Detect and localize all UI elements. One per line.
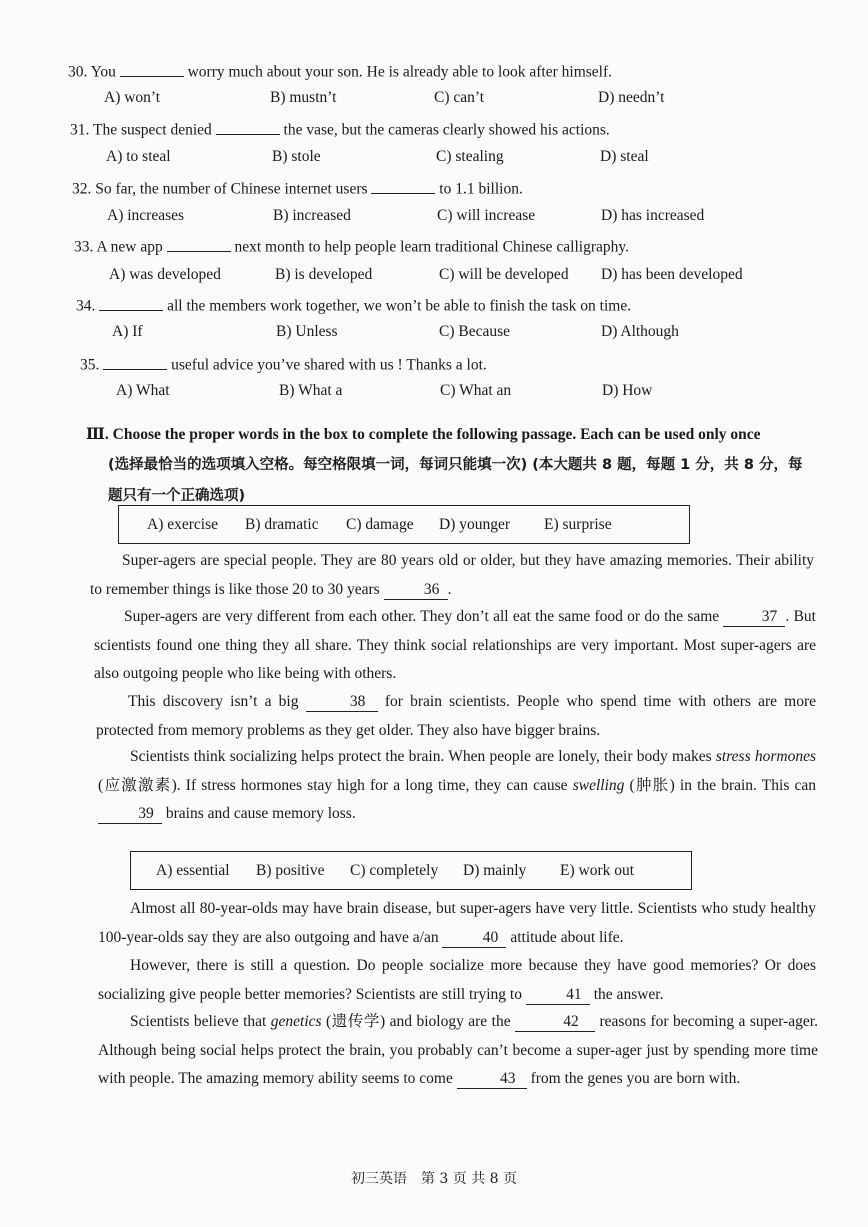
blank-43: 43 — [457, 1070, 527, 1089]
italic-term: swelling — [572, 776, 625, 794]
word-option: C) completely — [350, 861, 439, 879]
option-a: A) won’t — [104, 89, 161, 106]
paragraph-1: Super-agers are special people. They are 80 years old or older, but they have amazing memories. Their ability to remember things is like those 20 to 30 years 36 . — [90, 552, 814, 598]
paragraph-text: (肿胀) in the brain. This can — [629, 776, 817, 794]
answer-blank — [371, 177, 435, 194]
option-c: C) Because — [439, 323, 511, 340]
word-option: D) younger — [439, 515, 511, 533]
blank-40: 40 — [442, 929, 506, 948]
question-number: 33. — [74, 238, 94, 256]
paragraph-2 — [94, 603, 816, 689]
stem-text: to 1.1 billion. — [439, 180, 523, 198]
stem-text: worry much about your son. He is already able to look after himself. — [187, 63, 613, 81]
section-instruction-en: Choose the proper words in the box to complete the following passage. Each can be used only once — [112, 426, 761, 443]
option-a: A) was developed — [109, 266, 221, 283]
option-b: B) is developed — [275, 266, 373, 283]
paragraph-text: Super-agers are special people. They are 80 years old or older, but they have amazing memories. Their ability to remember things is like those 20 to 30 years — [90, 552, 814, 598]
blank-38: 38 — [306, 693, 378, 712]
word-option: D) mainly — [463, 861, 527, 879]
option-c: C) will increase — [437, 207, 536, 224]
option-a: A) increases — [107, 207, 185, 224]
question-number: 30. — [68, 63, 88, 81]
stem-text: useful advice you’ve shared with us ! Thanks a lot. — [171, 356, 487, 374]
answer-blank — [167, 235, 231, 252]
stem-text: A new app — [96, 238, 163, 256]
word-option: E) work out — [560, 861, 635, 879]
stem-text: The suspect denied — [92, 121, 212, 139]
question-number: 32. — [72, 180, 92, 198]
section-instruction-cn: (选择最恰当的选项填入空格。每空格限填一词，每词只能填一次) (本大题共 8 题，每题 1 分，共 8 分，每题只有一个正确选项) — [108, 457, 803, 504]
word-box-2 — [130, 851, 692, 890]
paragraph-6 — [98, 952, 816, 1009]
word-option: C) damage — [346, 515, 414, 533]
stem-text: all the members work together, we won’t be able to finish the task on time. — [167, 297, 632, 315]
blank-41: 41 — [526, 986, 590, 1005]
paragraph-5 — [98, 895, 816, 952]
blank-37: 37 — [723, 608, 785, 627]
blank-42: 42 — [515, 1013, 595, 1032]
option-b: B) What a — [279, 382, 343, 399]
paragraph-text: However, there is still a question. Do people socialize more because they have good memories? Or does socializing give people better memories? Scientists are still trying to — [98, 957, 816, 1003]
paragraph-text: attitude about life. — [510, 928, 624, 946]
question-number: 35. — [80, 356, 100, 374]
word-option: E) surprise — [544, 515, 612, 533]
question-stem — [68, 60, 612, 82]
word-option: B) dramatic — [245, 515, 319, 533]
paragraph-text: Scientists believe that — [130, 1013, 267, 1030]
option-d: D) How — [602, 382, 653, 399]
option-b: B) stole — [272, 148, 321, 165]
option-d: D) has increased — [601, 207, 705, 224]
paragraph-text: Scientists think socializing helps protect the brain. When people are lonely, their body makes — [130, 748, 712, 765]
paragraph-text: (遗传学) and biology are the — [326, 1013, 511, 1030]
paragraph-text: Almost all 80-year-olds may have brain disease, but super-agers have very little. Scientists who study healthy 100-year-olds say they are also outgoing and have a/an — [98, 900, 816, 946]
question-stem — [76, 294, 631, 316]
paragraph-text: from the genes you are born with. — [530, 1070, 741, 1087]
option-d: D) has been developed — [601, 266, 743, 283]
paragraph-text: reasons for becoming a super-ager. Although being social helps protect the brain, you probably can’t become a super-ager just by spending more time with people. The amazing memory ability seems to come — [98, 1013, 818, 1087]
stem-text: the vase, but the cameras clearly showed his actions. — [283, 121, 610, 139]
stem-text: So far, the number of Chinese internet users — [95, 180, 368, 198]
question-stem — [74, 235, 629, 257]
section-title — [86, 420, 816, 512]
question-stem — [70, 118, 610, 140]
paragraph-text: . But scientists found one thing they all share. They think social relationships are very important. Most super-agers are also outgoing people who like being with others. — [94, 608, 816, 682]
word-option: A) essential — [156, 861, 230, 879]
option-c: C) What an — [440, 382, 512, 399]
question-stem — [72, 177, 523, 199]
blank-36: 36 — [384, 581, 448, 600]
option-b: B) Unless — [276, 323, 338, 340]
italic-term: stress hormones — [715, 748, 816, 765]
answer-blank — [216, 118, 280, 135]
paragraph-text: for brain scientists. People who spend time with others are more protected from memory problems as they get older. They also have bigger brains. — [96, 693, 817, 739]
option-b: B) increased — [273, 207, 351, 224]
word-box-1 — [118, 505, 690, 544]
option-d: D) needn’t — [598, 89, 665, 106]
answer-blank — [99, 294, 163, 311]
option-a: A) If — [112, 323, 143, 340]
word-option: B) positive — [256, 861, 325, 879]
answer-blank — [120, 60, 184, 77]
option-d: D) Although — [601, 323, 679, 340]
option-c: C) will be developed — [439, 266, 569, 283]
option-c: C) stealing — [436, 148, 504, 165]
paragraph-text: (应激激素). If stress hormones stay high for a long time, they can cause — [98, 776, 568, 794]
option-a: A) to steal — [106, 148, 171, 165]
paragraph-text: the answer. — [593, 985, 664, 1003]
paragraph-text: brains and cause memory loss. — [165, 805, 356, 822]
stem-text: You — [90, 63, 116, 81]
question-stem — [80, 353, 487, 375]
option-d: D) steal — [600, 148, 649, 165]
paragraph-4 — [98, 743, 816, 829]
paragraph-3 — [96, 688, 816, 745]
italic-term: genetics — [270, 1013, 322, 1030]
question-number: 34. — [76, 297, 96, 315]
question-number: 31. — [70, 121, 90, 139]
section-number: Ⅲ. — [86, 426, 109, 443]
paragraph-text: This discovery isn’t a big — [128, 693, 299, 710]
word-option: A) exercise — [147, 515, 218, 533]
paragraph-text: Super-agers are very different from each other. They don’t all eat the same food or do the same — [124, 608, 720, 625]
option-b: B) mustn’t — [270, 89, 337, 106]
answer-blank — [103, 353, 167, 370]
option-a: A) What — [116, 382, 170, 399]
option-c: C) can’t — [434, 89, 485, 106]
paragraph-7 — [98, 1008, 818, 1094]
blank-39: 39 — [98, 805, 162, 824]
page-footer: 初三英语 第 3 页 共 8 页 — [350, 1171, 518, 1187]
stem-text: next month to help people learn traditional Chinese calligraphy. — [234, 238, 630, 256]
